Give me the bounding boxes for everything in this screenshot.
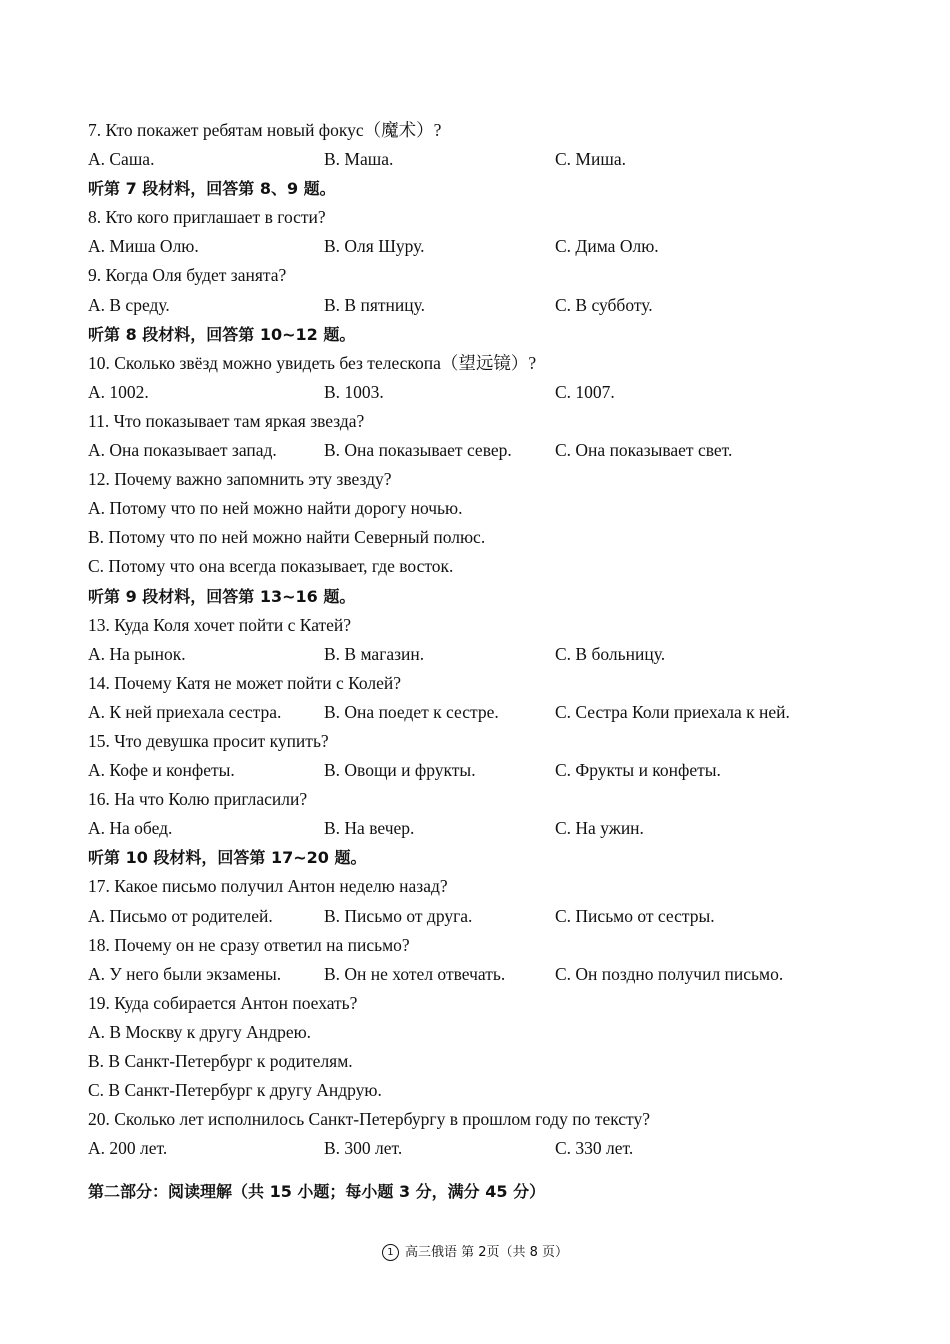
answer-option-c: C. Письмо от сестры. <box>555 905 715 926</box>
answer-option-b: B. В магазин. <box>324 643 425 664</box>
answer-options-row <box>88 232 868 261</box>
question-text: C. В Санкт-Петербург к другу Андрую. <box>88 1080 382 1101</box>
question-text: 7. Кто покажет ребятам новый фокус（魔术）? <box>88 120 442 140</box>
question-text: 11. Что показывает там яркая звезда? <box>88 410 365 431</box>
answer-option-b: B. Оля Шуру. <box>324 236 425 257</box>
question-text: 18. Почему он не сразу ответил на письмо? <box>88 934 410 955</box>
answer-option-c: C. 1007. <box>555 381 615 402</box>
answer-option-a: A. На обед. <box>88 818 173 839</box>
answer-option-a: A. В среду. <box>88 294 170 315</box>
question-text: A. В Москву к другу Андрею. <box>88 1021 312 1042</box>
question-text: 20. Сколько лет исполнилось Санкт-Петербургу в прошлом году по тексту? <box>88 1109 650 1130</box>
question-text: 12. Почему важно запомнить эту звезду? <box>88 469 392 490</box>
answer-option-a: A. 1002. <box>88 381 149 402</box>
question-text: 16. На что Колю пригласили? <box>88 789 308 810</box>
answer-option-c: C. Фрукты и конфеты. <box>555 760 721 781</box>
answer-option-b: B. Она поедет к сестре. <box>324 701 499 722</box>
answer-option-b: B. 1003. <box>324 381 384 402</box>
answer-option-c: C. Она показывает свет. <box>555 440 733 461</box>
circled-number: 1 <box>382 1244 399 1261</box>
question-text: A. Потому что по ней можно найти дорогу ночью. <box>88 498 463 519</box>
footer-text: 高三俄语 第 2页（共 8 页） <box>404 1245 569 1260</box>
answer-options-row <box>88 291 868 320</box>
answer-option-c: C. Миша. <box>555 149 626 170</box>
question-text: 19. Куда собирается Антон поехать? <box>88 992 358 1013</box>
answer-option-a: A. Письмо от родителей. <box>88 905 273 926</box>
part2-heading: 第二部分：阅读理解（共 15 小题；每小题 3 分，满分 45 分） <box>88 1182 546 1201</box>
section-instruction: 听第 9 段材料，回答第 13~16 题。 <box>88 586 356 606</box>
question-text: 10. Сколько звёзд можно увидеть без телескопа（望远镜）? <box>88 352 537 373</box>
answer-options-row <box>88 1134 868 1163</box>
answer-options-row <box>88 640 868 669</box>
question-text: 13. Куда Коля хочет пойти с Катей? <box>88 614 352 635</box>
answer-option-c: C. Он поздно получил письмо. <box>555 963 784 984</box>
answer-option-b: B. Он не хотел отвечать. <box>324 963 506 984</box>
answer-option-a: A. Она показывает запад. <box>88 440 277 461</box>
answer-options-row <box>88 145 868 174</box>
section-instruction: 听第 7 段材料，回答第 8、9 题。 <box>88 179 336 199</box>
answer-options-row <box>88 902 868 931</box>
answer-option-a: A. Миша Олю. <box>88 236 199 257</box>
answer-option-b: B. Письмо от друга. <box>324 905 473 926</box>
answer-option-c: C. Сестра Коли приехала к ней. <box>555 701 790 722</box>
answer-option-a: A. К ней приехала сестра. <box>88 701 282 722</box>
answer-option-a: A. На рынок. <box>88 643 186 664</box>
answer-options-row <box>88 756 868 785</box>
answer-option-b: B. Маша. <box>324 149 394 170</box>
answer-option-c: C. На ужин. <box>555 818 644 839</box>
question-text: 17. Какое письмо получил Антон неделю назад? <box>88 876 448 897</box>
section-instruction: 听第 8 段材料，回答第 10~12 题。 <box>88 324 356 344</box>
page-footer <box>0 1242 950 1264</box>
answer-option-b: B. В пятницу. <box>324 294 426 315</box>
answer-option-a: A. У него были экзамены. <box>88 963 282 984</box>
answer-options-row <box>88 378 868 407</box>
question-text: B. В Санкт-Петербург к родителям. <box>88 1051 353 1071</box>
section-instruction: 听第 10 段材料，回答第 17~20 题。 <box>88 848 367 868</box>
answer-option-c: C. Дима Олю. <box>555 236 659 257</box>
question-text: 8. Кто кого приглашает в гости? <box>88 207 326 228</box>
question-text: C. Потому что она всегда показывает, где восток. <box>88 556 454 577</box>
answer-option-c: C. 330 лет. <box>555 1138 634 1159</box>
question-text: B. Потому что по ней можно найти Северный полюс. <box>88 527 486 548</box>
answer-options-row <box>88 814 868 843</box>
question-list <box>88 116 868 1163</box>
answer-option-b: B. На вечер. <box>324 818 415 839</box>
answer-option-c: C. В субботу. <box>555 294 653 315</box>
answer-option-a: A. Саша. <box>88 149 155 170</box>
answer-options-row <box>88 698 868 727</box>
answer-option-b: B. Овощи и фрукты. <box>324 760 476 781</box>
answer-option-a: A. 200 лет. <box>88 1138 168 1159</box>
question-text: 14. Почему Катя не может пойти с Колей? <box>88 672 402 693</box>
answer-options-row <box>88 436 868 465</box>
question-text: 15. Что девушка просит купить? <box>88 730 329 751</box>
answer-option-b: B. Она показывает север. <box>324 440 512 461</box>
answer-option-a: A. Кофе и конфеты. <box>88 760 235 781</box>
question-text: 9. Когда Оля будет занята? <box>88 265 287 286</box>
answer-option-c: C. В больницу. <box>555 643 666 664</box>
answer-options-row <box>88 960 868 989</box>
answer-option-b: B. 300 лет. <box>324 1138 403 1159</box>
